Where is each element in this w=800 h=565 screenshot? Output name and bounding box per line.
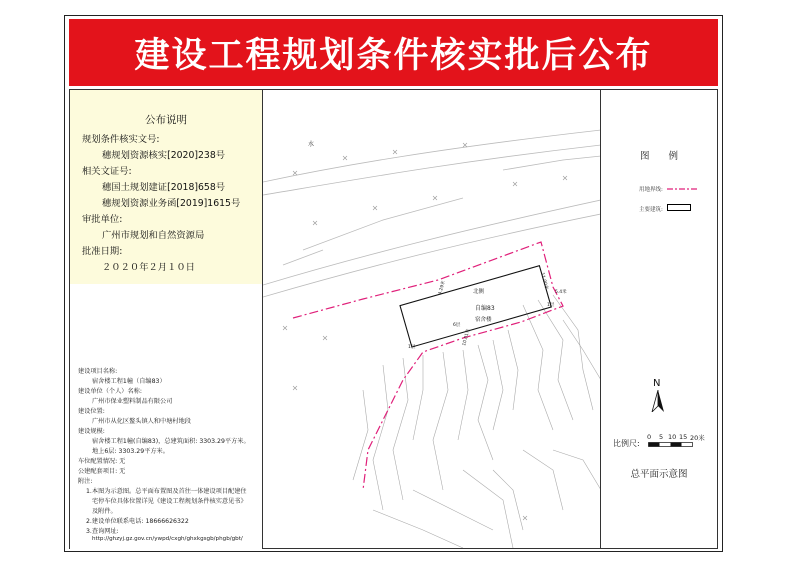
north-label: N bbox=[653, 378, 661, 389]
dimension-label: 4.29米 bbox=[438, 280, 447, 296]
building-swatch bbox=[667, 204, 691, 211]
legend-label-building: 主要建筑: bbox=[639, 207, 663, 213]
site-map bbox=[263, 90, 601, 548]
notice-line: 批准日期: bbox=[82, 246, 123, 257]
road-label: 北侧 bbox=[473, 289, 485, 295]
detail-line: 车位配置情况: 无 bbox=[78, 458, 126, 465]
scale-label: 比例尺: bbox=[613, 439, 640, 448]
notice-line: 相关文证号: bbox=[82, 166, 132, 177]
scale-bar bbox=[648, 442, 694, 447]
project-details bbox=[70, 284, 262, 550]
floor-label: 6层 bbox=[453, 323, 461, 328]
notice-title: 公布说明 bbox=[145, 114, 187, 126]
legend-panel bbox=[601, 90, 717, 548]
notice-line: 穗规划资源业务函[2019]1615号 bbox=[102, 198, 241, 209]
detail-line: 1.本图为示意图。总平面布置图及首往一体建设项目配建住 bbox=[86, 488, 247, 495]
detail-line: 及附件。 bbox=[92, 508, 117, 515]
notice-panel bbox=[70, 90, 262, 284]
detail-line: 宅停车位具体位置详见《建设工程规划条件核实意见书》 bbox=[92, 498, 247, 505]
detail-line: 公建配套项目: 无 bbox=[78, 468, 126, 475]
land-boundary bbox=[293, 242, 563, 490]
terrain-contours bbox=[353, 295, 601, 548]
detail-line: 建设规模: bbox=[78, 428, 105, 435]
notice-line: 广州市规划和自然资源局 bbox=[102, 230, 205, 241]
notice-line: ２０２０年２月１０日 bbox=[102, 262, 195, 273]
notice-sheet bbox=[64, 15, 723, 552]
scale-tick: 5 bbox=[659, 433, 664, 441]
floor-label: 1层 bbox=[547, 303, 555, 308]
floor-label: 1层 bbox=[408, 345, 416, 350]
detail-line: 地上6层: 3303.29平方米。 bbox=[92, 448, 169, 455]
legend-label-boundary: 用地界线: bbox=[639, 187, 663, 193]
north-arrow-icon bbox=[651, 390, 665, 412]
header-banner bbox=[69, 19, 718, 86]
detail-line: 建设位置: bbox=[78, 408, 105, 415]
boundary-swatch bbox=[667, 186, 697, 192]
scale-tick: 10 bbox=[668, 433, 677, 441]
survey-ticks bbox=[283, 143, 567, 520]
detail-line: 广州市从化区鳌头镇人和中塘村地段 bbox=[92, 418, 191, 425]
detail-line: 附注: bbox=[78, 478, 93, 485]
detail-line: 建设单位（个人）名称: bbox=[78, 388, 142, 395]
detail-line: 广州市保业塑料制品有限公司 bbox=[92, 398, 173, 405]
scale-tick: 20米 bbox=[690, 434, 705, 442]
notice-line: 规划条件核实文号: bbox=[82, 134, 160, 145]
dimension-label: 5.4米 bbox=[555, 290, 567, 295]
scale-tick: 15 bbox=[679, 433, 688, 441]
detail-line: 3.查询网址: bbox=[86, 528, 119, 535]
notice-line: 穗国土规划建证[2018]658号 bbox=[102, 182, 226, 193]
detail-line: 宿舍楼工程1幢(自编83)，总建筑面积: 3303.29平方米。 bbox=[92, 438, 250, 445]
dimension-label: 10.01米 bbox=[462, 328, 472, 347]
legend-title: 图 例 bbox=[639, 151, 678, 162]
site-map-drawing bbox=[263, 90, 601, 548]
notice-line: 穗规划资源核实[2020]238号 bbox=[102, 150, 226, 161]
notice-line: 审批单位: bbox=[82, 214, 123, 225]
plan-title: 总平面示意图 bbox=[630, 469, 688, 480]
water-label: 水 bbox=[308, 141, 315, 148]
detail-line: 2.建设单位联系电话: 18666626322 bbox=[86, 518, 189, 525]
road-lines bbox=[263, 130, 601, 297]
detail-line: 建设项目名称: bbox=[78, 368, 118, 375]
info-column bbox=[70, 90, 263, 548]
page-title: 建设工程规划条件核实批后公布 bbox=[134, 35, 653, 76]
detail-line: http://ghzyj.gz.gov.cn/ywpd/cxgh/ghxkgsgb/phgb/gbt/ bbox=[92, 536, 243, 542]
detail-line: 宿舍楼工程1幢（自编83） bbox=[92, 378, 166, 385]
building-name-label: 自编83 bbox=[475, 305, 495, 312]
building-use-label: 宿舍楼 bbox=[475, 317, 492, 323]
scale-tick: 0 bbox=[647, 433, 652, 441]
dimension-label: 11.00米 bbox=[539, 272, 549, 291]
content-frame bbox=[69, 89, 718, 549]
